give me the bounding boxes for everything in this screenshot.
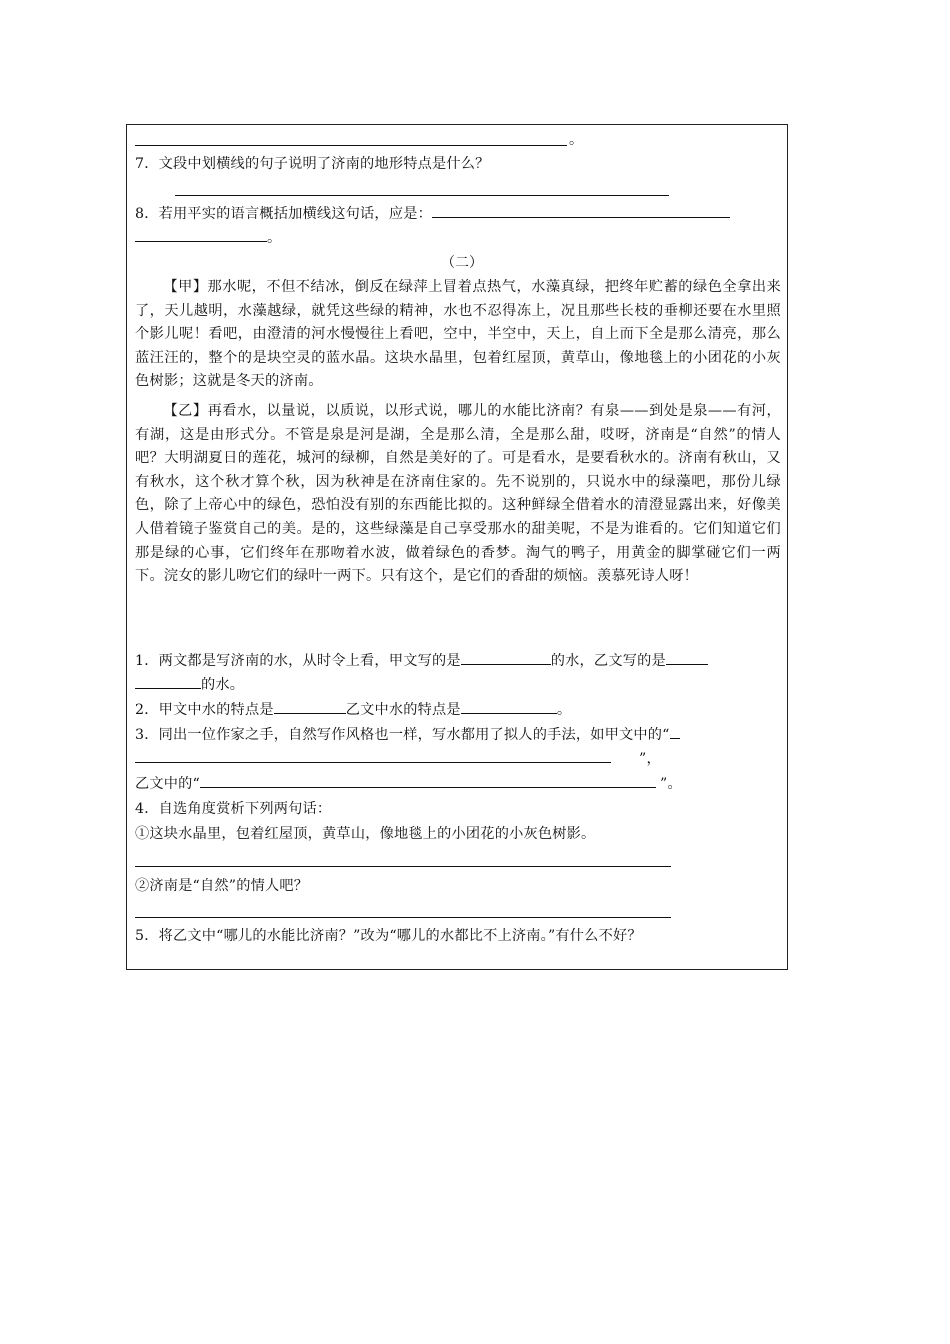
question-8: [135, 203, 781, 225]
answer-blank[interactable]: [200, 773, 656, 788]
question-1-text: 的水。: [201, 677, 245, 693]
answer-line: [135, 866, 671, 867]
question-2-text: 2．甲文中水的特点是: [135, 702, 274, 718]
passage-yi: 【乙】再看水，以量说，以质说，以形式说，哪儿的水能比济南？有泉——到处是泉——有河，有湖，这是由形式分。不管是泉是河是湖，全是那么清，全是那么甜，哎呀，济南是“自然”的情人吧？大明湖夏日的莲花，城河的绿柳，自然是美好的了。可是看水，是要看秋水的。济南有秋山，又有秋水，这个秋才算个秋，因为秋神是在济南住家的。先不说别的，只说水中的绿藻吧，那份儿绿色，除了上帝心中的绿色，恐怕没有别的东西能比拟的。这种鲜绿全借着水的清澄显露出来，好像美人借着镜子鉴赏自己的美。是的，这些绿藻是自己享受那水的甜美呢，不是为谁看的。它们知道它们那是绿的心事，它们终年在那吻着水波，做着绿色的香梦。淘气的鸭子，用黄金的脚掌碰它们一两下。浣女的影儿吻它们的绿叶一两下。只有这个，是它们的香甜的烦恼。羡慕死诗人呀！: [135, 403, 781, 585]
question-4: 4．自选角度赏析下列两句话：: [135, 801, 332, 817]
answer-line: [135, 145, 567, 146]
section-title-text: （二）: [441, 255, 483, 271]
answer-blank[interactable]: [670, 724, 680, 739]
question-3: [135, 724, 781, 746]
section-title: [127, 252, 787, 274]
question-1-cont: [135, 674, 781, 696]
question-3-text: ”。: [660, 776, 682, 792]
passage-jia: 【甲】那水呢，不但不结冰，倒反在绿萍上冒着点热气，水藻真绿，把终年贮蓄的绿色全拿出来了，天儿越明，水藻越绿，就凭这些绿的精神，水也不忍得冻上，况且那些长枝的垂柳还要在水里照个影儿呢！看吧，由澄清的河水慢慢往上看吧，空中，半空中，天上，自上而下全是那么清亮，那么蓝汪汪的，整个的是块空灵的蓝水晶。这块水晶里，包着红屋顶，黄草山，像地毯上的小团花的小灰色树影；这就是冬天的济南。: [135, 279, 781, 390]
question-1: [135, 650, 781, 672]
question-8-cont: [135, 227, 781, 249]
question-4-sentence-2: ②济南是“自然”的情人吧？: [135, 878, 309, 894]
answer-blank[interactable]: [135, 227, 267, 242]
question-5: 5．将乙文中“哪儿的水能比济南？”改为“哪儿的水都比不上济南。”有什么不好？: [135, 928, 642, 944]
question-2-text: 。: [556, 702, 572, 718]
answer-line: [135, 917, 671, 918]
question-8-label: 8．若用平实的语言概括加横线这句话，应是：: [135, 206, 432, 222]
answer-blank[interactable]: [135, 674, 201, 689]
answer-blank[interactable]: [135, 748, 611, 763]
question-2: [135, 699, 781, 721]
answer-blank[interactable]: [432, 203, 730, 218]
question-3-yi: [135, 773, 781, 795]
answer-blank[interactable]: [666, 650, 708, 665]
question-3-text: 乙文中的“: [135, 776, 201, 792]
question-1-text: 的水，乙文写的是: [550, 653, 666, 669]
worksheet-frame: [126, 124, 788, 970]
answer-blank[interactable]: [461, 699, 557, 714]
answer-line: [175, 195, 669, 196]
question-3-cont: [135, 748, 781, 770]
answer-blank[interactable]: [274, 699, 346, 714]
answer-blank[interactable]: [461, 650, 551, 665]
question-3-text: 3．同出一位作家之手，自然写作风格也一样，写水都用了拟人的手法，如甲文中的“: [135, 727, 670, 743]
question-2-text: 乙文中水的特点是: [345, 702, 461, 718]
question-4-sentence-1: ①这块水晶里，包着红屋顶，黄草山，像地毯上的小团花的小灰色树影。: [135, 826, 596, 842]
question-1-text: 1．两文都是写济南的水，从时令上看，甲文写的是: [135, 653, 461, 669]
line-end-mark: 。: [569, 132, 584, 148]
question-3-text: ”，: [639, 751, 661, 767]
question-7: 7．文段中划横线的句子说明了济南的地形特点是什么？: [135, 156, 490, 172]
line-end-mark: 。: [267, 230, 282, 246]
